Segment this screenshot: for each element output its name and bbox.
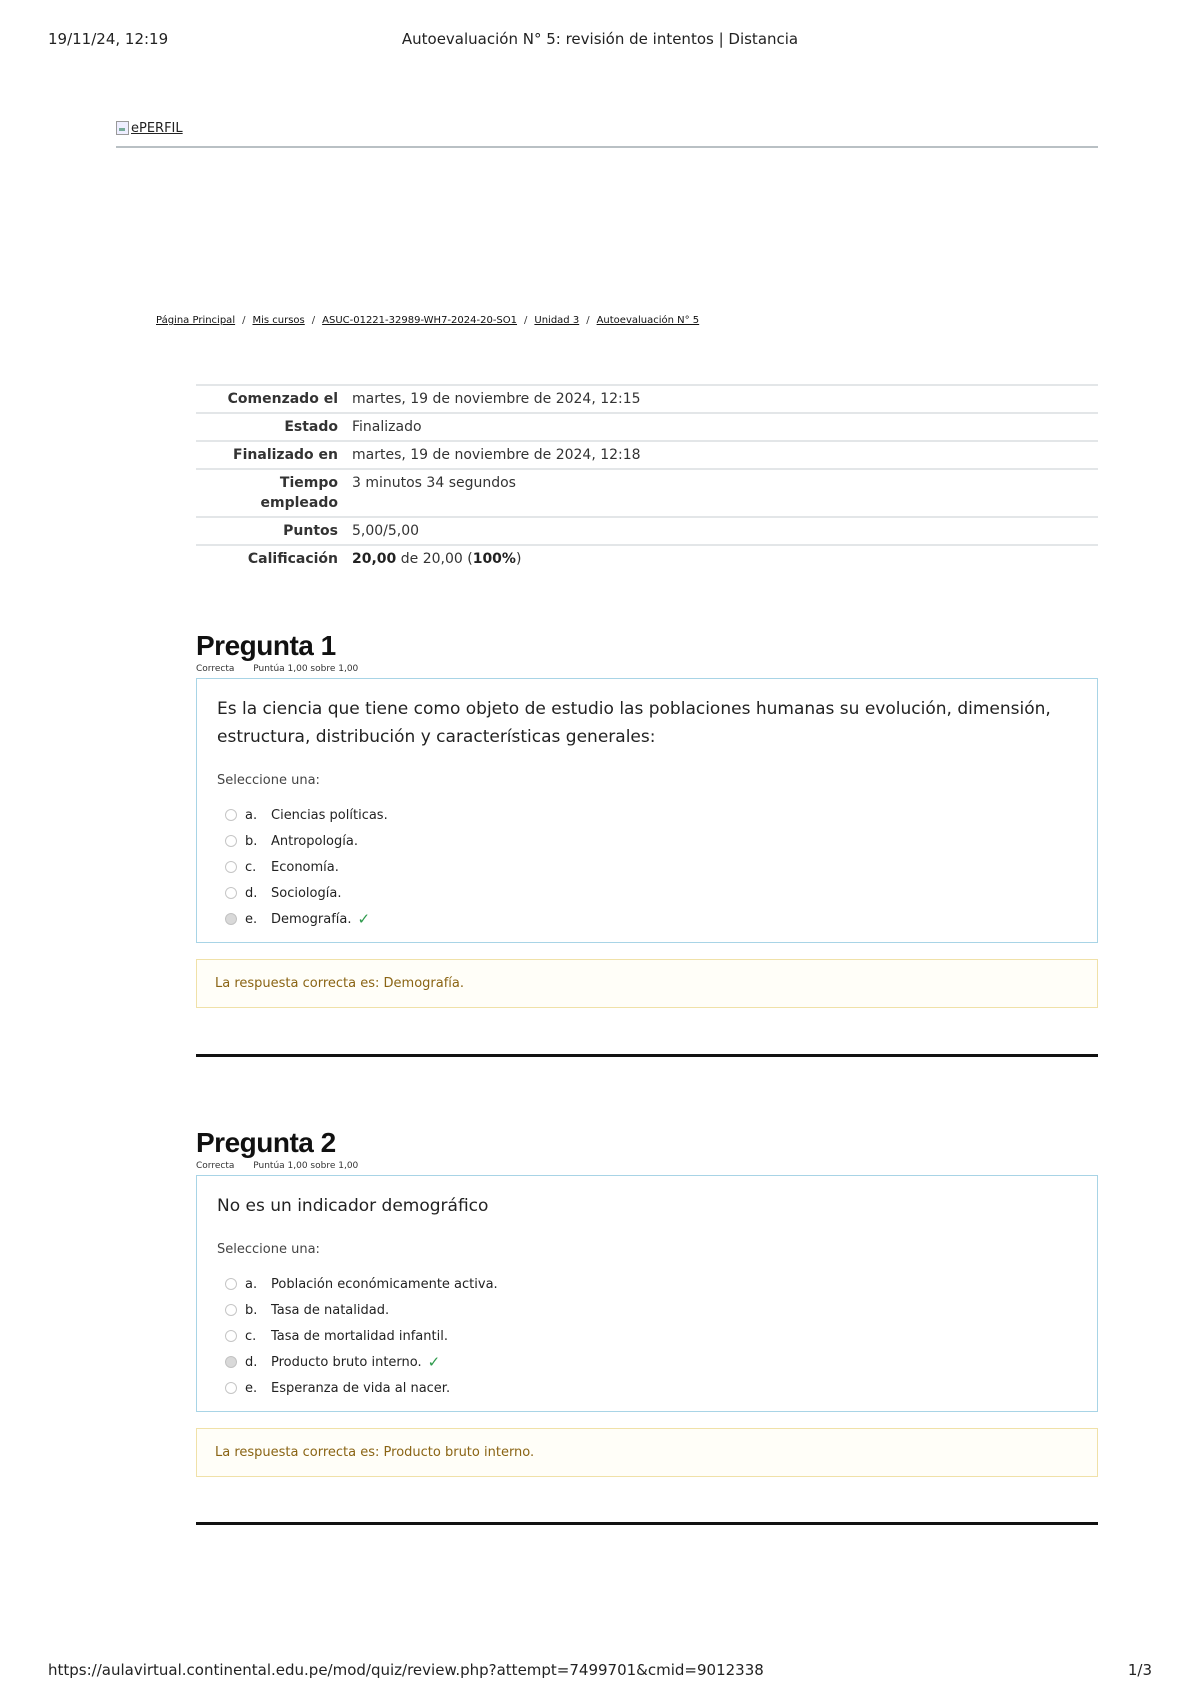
option-text: Tasa de mortalidad infantil. [271,1328,448,1344]
summary-value: martes, 19 de noviembre de 2024, 12:15 [346,385,1098,413]
option-text: Producto bruto interno. [271,1354,422,1370]
option-text: Población económicamente activa. [271,1276,498,1292]
radio-button[interactable] [225,835,237,847]
question-text: No es un indicador demográfico [217,1196,489,1216]
question-title: Pregunta 2 [196,1127,336,1158]
summary-label: Calificación [196,545,346,572]
option-text: Demografía. [271,911,352,927]
answer-option[interactable] [217,880,1079,906]
option-text: Tasa de natalidad. [271,1302,390,1318]
option-letter: b. [245,1302,258,1318]
question-title: Pregunta 1 [196,630,336,661]
question-score: Puntúa 1,00 sobre 1,00 [253,664,359,674]
radio-button[interactable] [225,861,237,873]
answer-list [217,802,1079,932]
answer-option[interactable] [217,802,1079,828]
summary-row [196,385,1098,413]
grade-total: de 20,00 ( [400,551,473,567]
grade-value: 20,00 [352,551,397,567]
radio-button[interactable] [225,1382,237,1394]
print-header [48,30,1152,52]
summary-row [196,545,1098,572]
answer-option[interactable] [217,1271,1079,1297]
summary-label: Estado [196,413,346,441]
question-status: Correcta [196,664,235,674]
breadcrumb-home[interactable]: Página Principal [156,315,236,326]
option-letter: d. [245,885,258,901]
correct-answer-feedback: La respuesta correcta es: Demografía. [196,959,1098,1008]
print-url: https://aulavirtual.continental.edu.pe/mod/quiz/review.php?attempt=7499701&cmid=9012338 [48,1661,764,1679]
question-divider [196,1054,1098,1057]
summary-value: 5,00/5,00 [346,517,1098,545]
summary-value: martes, 19 de noviembre de 2024, 12:18 [346,441,1098,469]
grade-close: ) [515,551,522,567]
summary-row [196,469,1098,517]
radio-button[interactable] [225,1278,237,1290]
radio-button-selected[interactable] [225,1356,237,1368]
summary-grade [346,545,1098,572]
print-page-number: 1/3 [1127,1661,1152,1679]
question-content [196,1175,1098,1412]
breadcrumb-quiz[interactable]: Autoevaluación N° 5 [596,315,700,326]
option-letter: c. [245,1328,257,1344]
attempt-summary-table [196,384,1098,572]
radio-button[interactable] [225,1330,237,1342]
site-logo[interactable] [116,121,183,136]
breadcrumb-separator: / [586,315,590,326]
option-text: Sociología. [271,885,342,901]
breadcrumb [156,315,699,326]
answer-option[interactable] [217,1323,1079,1349]
answer-option-selected[interactable] [217,1349,1079,1375]
answer-prompt: Seleccione una: [217,1242,320,1257]
breadcrumb-unit[interactable]: Unidad 3 [534,315,580,326]
option-text: Ciencias políticas. [271,807,388,823]
question-status: Correcta [196,1161,235,1171]
summary-row [196,413,1098,441]
summary-value: 3 minutos 34 segundos [346,469,1098,517]
breadcrumb-my-courses[interactable]: Mis cursos [252,315,305,326]
print-date: 19/11/24, 12:19 [48,30,169,48]
radio-button-selected[interactable] [225,913,237,925]
summary-label: Puntos [196,517,346,545]
radio-button[interactable] [225,887,237,899]
question-text: Es la ciencia que tiene como objeto de estudio las poblaciones humanas su evolución, dimensión, estructura, distribución y características generales: [217,699,1051,747]
question-divider [196,1522,1098,1525]
option-letter: c. [245,859,257,875]
correct-check-icon: ✓ [427,1353,441,1371]
summary-label: Finalizado en [196,441,346,469]
question-1 [196,630,1098,1008]
answer-list [217,1271,1079,1401]
grade-percent: 100% [472,551,516,567]
breadcrumb-separator: / [524,315,528,326]
answer-option[interactable] [217,854,1079,880]
answer-option[interactable] [217,828,1079,854]
radio-button[interactable] [225,809,237,821]
option-letter: a. [245,807,258,823]
answer-option-selected[interactable] [217,906,1079,932]
option-text: Economía. [271,859,339,875]
summary-row [196,517,1098,545]
option-letter: b. [245,833,258,849]
question-2 [196,1127,1098,1477]
breadcrumb-separator: / [311,315,316,326]
print-title: Autoevaluación N° 5: revisión de intentos | Distancia [401,30,799,48]
answer-option[interactable] [217,1375,1079,1401]
summary-label: Comenzado el [196,385,346,413]
option-letter: d. [245,1354,258,1370]
correct-answer-feedback: La respuesta correcta es: Producto bruto interno. [196,1428,1098,1477]
option-letter: a. [245,1276,258,1292]
summary-value: Finalizado [346,413,1098,441]
breadcrumb-course[interactable]: ASUC-01221-32989-WH7-2024-20-SO1 [322,315,518,326]
breadcrumb-separator: / [242,315,246,326]
summary-row [196,441,1098,469]
logo-alt-text: ePERFIL [131,120,183,136]
logo-bar [116,120,1098,148]
question-meta [196,664,1098,676]
option-letter: e. [245,1380,258,1396]
broken-image-icon [116,121,129,135]
correct-check-icon: ✓ [357,910,371,928]
question-content [196,678,1098,943]
answer-prompt: Seleccione una: [217,773,320,788]
question-meta [196,1161,1098,1173]
option-text: Esperanza de vida al nacer. [271,1380,451,1396]
option-letter: e. [245,911,258,927]
answer-option[interactable] [217,1297,1079,1323]
option-text: Antropología. [271,833,358,849]
question-score: Puntúa 1,00 sobre 1,00 [253,1161,359,1171]
radio-button[interactable] [225,1304,237,1316]
summary-label: Tiempo empleado [196,469,346,517]
